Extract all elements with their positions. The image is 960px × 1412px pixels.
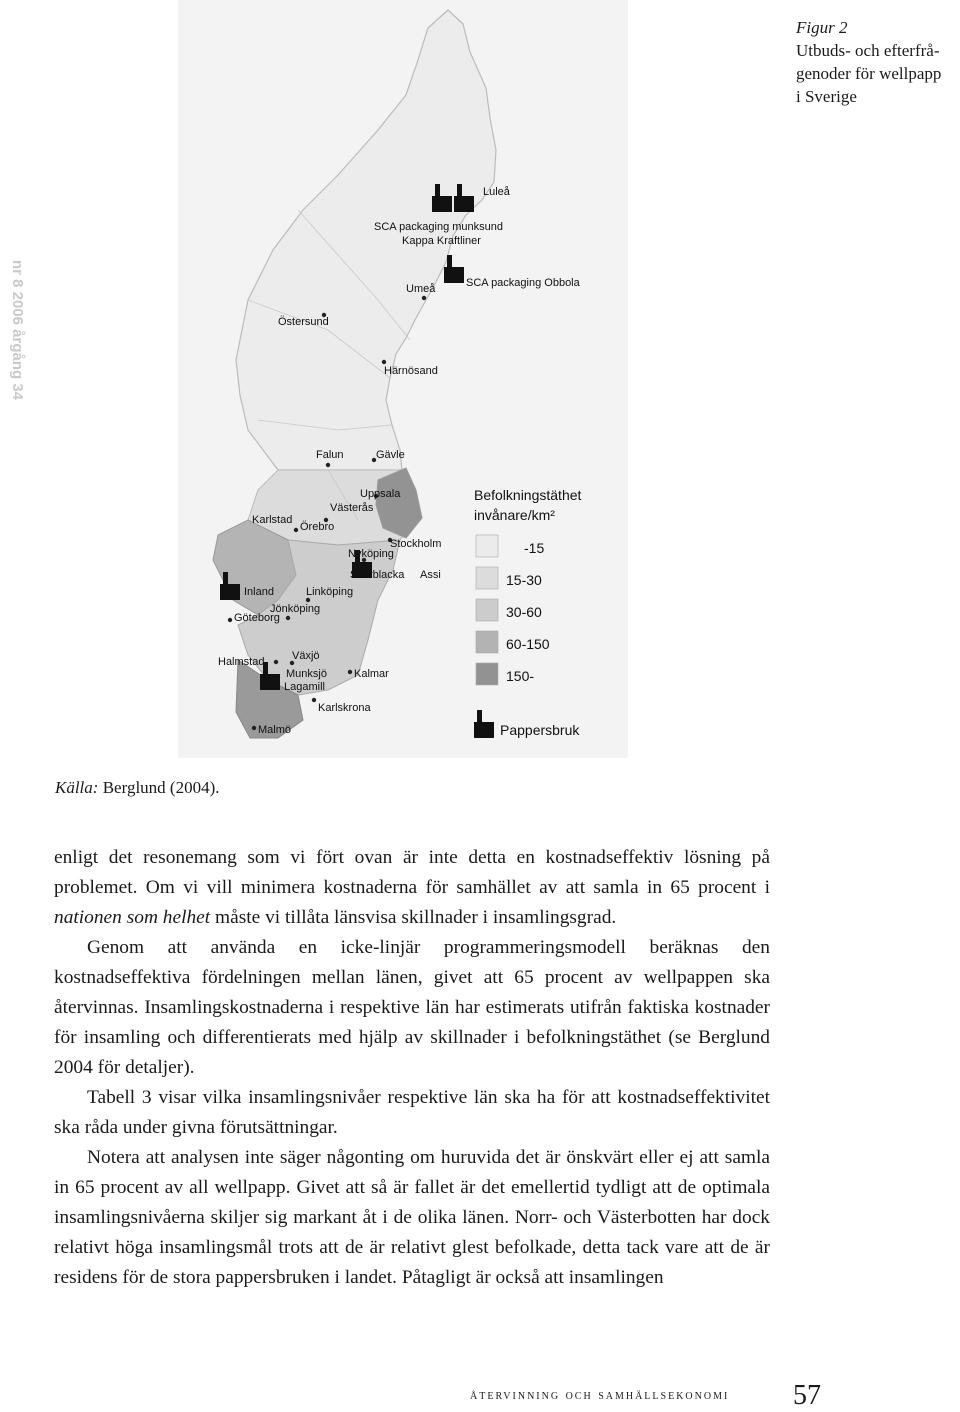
figure-source — [55, 778, 220, 798]
city-dot — [306, 598, 310, 602]
map-label-sca-obbola: SCA packaging Obbola — [466, 277, 580, 289]
legend-label: 150- — [506, 668, 535, 684]
map-label-halmstad: Halmstad — [218, 656, 265, 668]
body-text — [54, 843, 770, 1293]
city-dot — [326, 463, 330, 467]
legend-label: 60-150 — [506, 636, 550, 652]
map-label-munksjo: Munksjö — [286, 668, 327, 680]
map-label-orebro: Örebro — [300, 521, 335, 533]
sweden-density-map-figure — [178, 0, 628, 758]
legend-swatch — [476, 663, 498, 685]
map-label-stockholm: Stockholm — [390, 538, 442, 550]
map-label-jonkoping: Jönköping — [270, 603, 321, 615]
legend-unit: invånare/km² — [474, 507, 555, 523]
map-label-nykoping: Nyköping — [348, 548, 394, 560]
map-label-assi: Assi — [420, 569, 441, 581]
legend-label: -15 — [524, 540, 545, 556]
running-footer: återvinning och samhällsekonomi — [470, 1388, 730, 1403]
caption-line: i Sverige — [796, 87, 857, 106]
map-label-inland: Inland — [244, 586, 274, 598]
map-label-kappa: Kappa Kraftliner — [402, 235, 481, 247]
city-dot — [228, 618, 232, 622]
figure-caption — [796, 16, 956, 108]
city-dot — [382, 360, 386, 364]
paragraph — [54, 843, 770, 933]
legend-swatch — [476, 567, 498, 589]
map-label-lagamill: Lagamill — [284, 681, 325, 693]
map-label-vasteras: Västerås — [330, 502, 374, 514]
map-label-karlskrona: Karlskrona — [318, 702, 371, 714]
legend-title: Befolkningstäthet — [474, 487, 582, 503]
paragraph: Tabell 3 visar vilka insamlingsnivåer respektive län ska ha för att kostnadseffektivitet ska råda under givna förutsättningar. — [54, 1087, 770, 1138]
map-label-sca-munksund: SCA packaging munksund — [374, 221, 504, 233]
map-label-ostersund: Östersund — [278, 316, 329, 328]
map-label-lulea: Luleå — [483, 186, 510, 198]
legend-label: 30-60 — [506, 604, 542, 620]
paragraph-emphasis: nationen som helhet — [54, 907, 211, 928]
legend-swatch — [476, 535, 498, 557]
paragraph: Notera att analysen inte säger någonting om huruvida det är önskvärt eller ej att samla in 65 procent av all wellpapp. Givet att så är fallet är det emellertid tydligt att de optimala insamlingsnivåerna skiljer sig markant åt i de olika länen. Norr- och Västerbotten har dock relativt höga insamlingsmål trots att de är relativt glest befolkade, detta tack vare att de är residens för de stora pappersbruken i landet. Påtagligt är också att insamlingen — [54, 1147, 770, 1288]
map-label-skarblacka: Skärblacka — [350, 569, 405, 581]
map-label-uppsala: Uppsala — [360, 488, 401, 500]
legend-label: 15-30 — [506, 572, 542, 588]
journal-issue-label: nr 8 2006 årgång 34 — [9, 259, 26, 401]
city-dot — [348, 670, 352, 674]
map-label-goteborg: Göteborg — [234, 612, 280, 624]
map-label-malmo: Malmö — [258, 724, 292, 736]
caption-line: genoder för wellpapp — [796, 64, 942, 83]
figure-label: Figur 2 — [796, 18, 848, 37]
map-label-umea: Umeå — [406, 283, 436, 295]
map-label-falun: Falun — [316, 449, 344, 461]
map-label-karlstad: Karlstad — [252, 514, 293, 526]
paragraph-text: måste vi tillåta länsvisa skillnader i insamlingsgrad. — [210, 907, 617, 928]
legend-mill-label: Pappersbruk — [500, 722, 580, 738]
legend-swatch — [476, 599, 498, 621]
map-label-vaxjo: Växjö — [292, 650, 320, 662]
map-label-linkoping: Linköping — [306, 586, 354, 598]
paragraph-text: enligt det resonemang som vi fört ovan är inte detta en kostnadseffektiv lösning på problemet. Om vi vill minimera kostnaderna för samhället av att samla in 65 procent i — [54, 847, 770, 898]
legend-swatch — [476, 631, 498, 653]
source-text: Berglund (2004). — [102, 778, 220, 797]
city-dot — [294, 528, 298, 532]
caption-line: Utbuds- och efterfrå- — [796, 41, 940, 60]
paragraph: Genom att använda en icke-linjär programmeringsmodell beräknas den kostnadseffektiva fördelningen mellan länen, givet att 65 procent av wellpappen ska återvinnas. Insamlingskostnaderna i respektive län har estimerats utifrån faktiska kostnader för insamling och differentierats med hjälp av skillnader i befolkningstäthet (se Berglund 2004 för detaljer). — [54, 937, 770, 1078]
map-label-kalmar: Kalmar — [354, 668, 389, 680]
source-label: Källa: — [55, 778, 99, 797]
city-dot — [312, 698, 316, 702]
sweden-map-svg — [178, 0, 628, 758]
map-label-gavle: Gävle — [376, 449, 405, 461]
city-dot — [422, 296, 426, 300]
page-number: 57 — [793, 1380, 821, 1411]
city-dot — [274, 660, 278, 664]
city-dot — [286, 616, 290, 620]
city-dot — [252, 726, 256, 730]
map-label-harnosand: Härnösand — [384, 365, 438, 377]
